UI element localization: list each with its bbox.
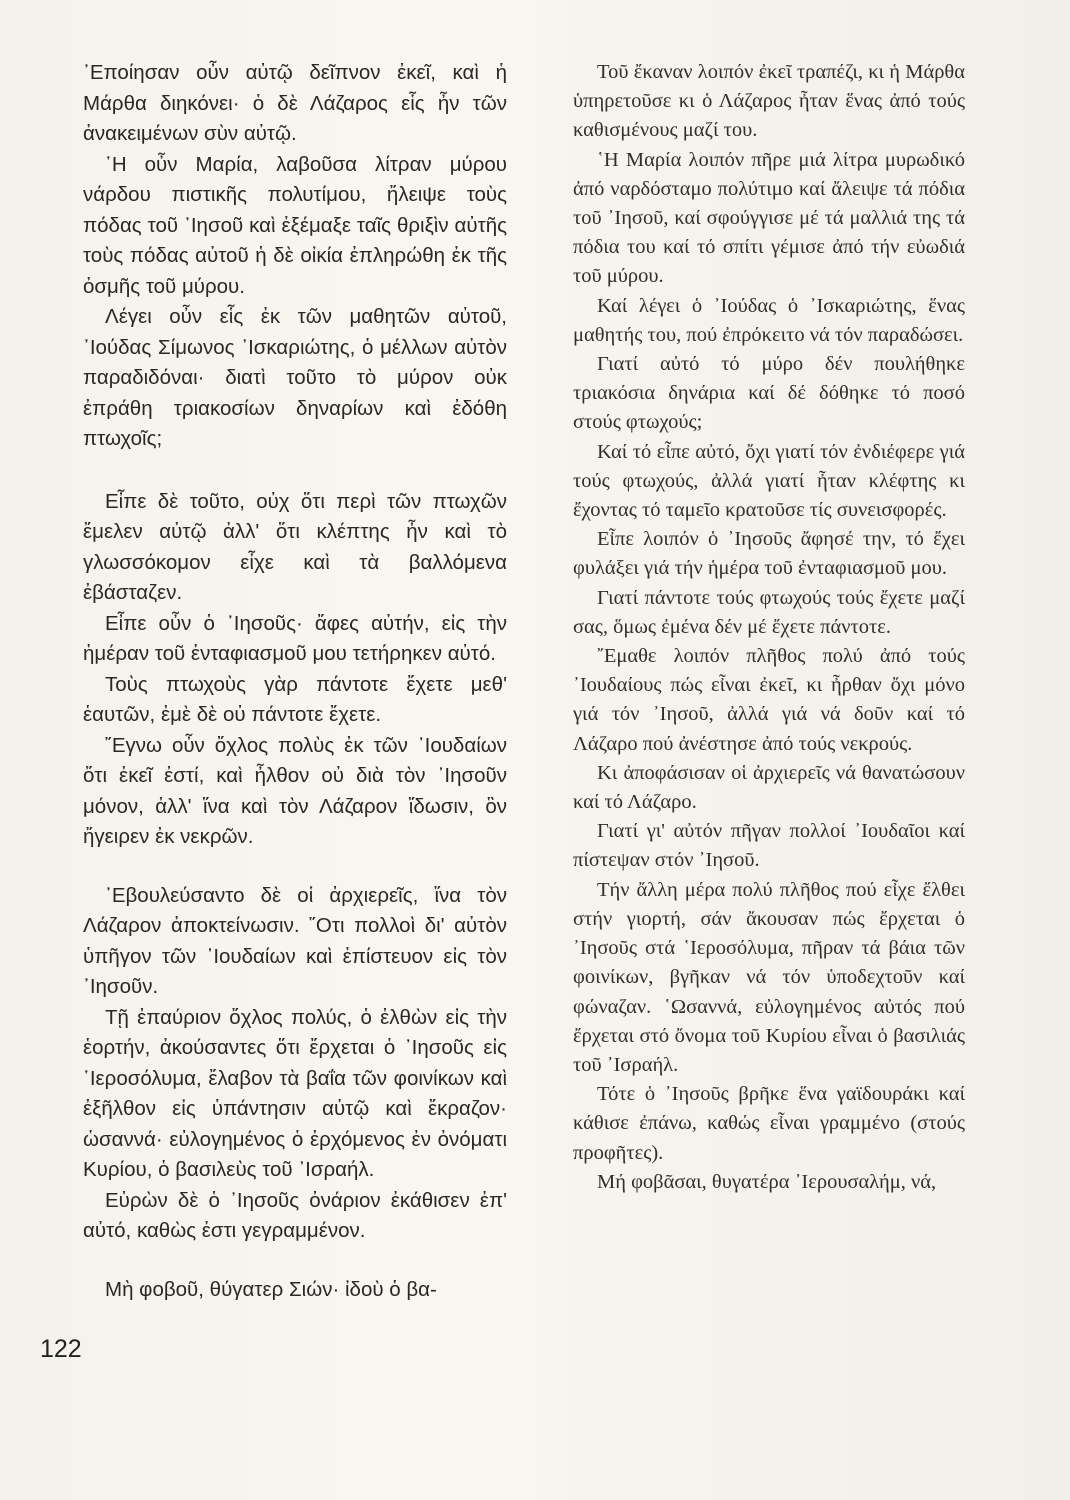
paragraph: Γιατί αὐτό τό μύρο δέν πουλήθηκε τριακόσια δηνάρια καί δέ δόθηκε τό ποσό στούς φτωχούς; <box>573 353 965 434</box>
paragraph: Λέγει οὖν εἷς ἐκ τῶν μαθητῶν αὐτοῦ, ᾿Ιούδας Σίμωνος ᾿Ισκαριώτης, ὁ μέλλων αὐτὸν παραδιδόναι· διατὶ τοῦτο τὸ μύρον οὐκ ἐπράθη τριακοσίων δηναρίων καὶ ἐδόθη πτωχοῖς; <box>83 305 507 450</box>
paragraph: Μὴ φοβοῦ, θύγατερ Σιών· ἰδοὺ ὁ βα- <box>105 1277 437 1301</box>
paragraph: Τοὺς πτωχοὺς γὰρ πάντοτε ἔχετε μεθ' ἑαυτῶν, ἐμὲ δὲ οὐ πάντοτε ἔχετε. <box>83 672 507 726</box>
page-number: 122 <box>40 1335 82 1363</box>
paragraph: Κι ἀποφάσισαν οἱ ἀρχιερεῖς νά θανατώσουν καί τό Λάζαρο. <box>573 761 965 814</box>
paragraph: Γιατί γι' αὐτόν πῆγαν πολλοί ᾿Ιουδαῖοι καί πίστεψαν στόν ᾿Ιησοῦ. <box>573 820 965 872</box>
paragraph: ῾Η οὖν Μαρία, λαβοῦσα λίτραν μύρου νάρδου πιστικῆς πολυτίμου, ἤλειψε τοὺς πόδας τοῦ ᾿Ιησοῦ καὶ ἐξέμαξε ταῖς θριξὶν αὐτῆς τοὺς πόδας αὐτοῦ ἡ δὲ οἰκία ἐπληρώθη ἐκ τῆς ὀσμῆς τοῦ μύρου. <box>83 152 507 298</box>
paragraph: ῎Εμαθε λοιπόν πλῆθος πολύ ἀπό τούς ᾿Ιουδαίους πώς εἶναι ἐκεῖ, κι ἦρθαν ὄχι μόνο γιά τόν ᾿Ιησοῦ, ἀλλά γιά νά δοῦν καί τό Λάζαρο πού ἀνέστησε ἀπό τούς νεκρούς. <box>573 645 965 755</box>
paragraph: Καί τό εἶπε αὐτό, ὄχι γιατί τόν ἐνδιέφερε γιά τούς φτωχούς, ἀλλά γιατί ἦταν κλέφτης κι ἔχοντας τό ταμεῖο κρατοῦσε τίς συνεισφορές. <box>573 440 965 522</box>
paragraph: Τοῦ ἔκαναν λοιπόν ἐκεῖ τραπέζι, κι ἡ Μάρθα ὑπηρετοῦσε κι ὁ Λάζαρος ἦταν ἕνας ἀπό τούς καθισμένους μαζί του. <box>573 61 965 142</box>
paragraph: ᾿Εβουλεύσαντο δὲ οἱ ἀρχιερεῖς, ἵνα τὸν Λάζαρον ἀποκτείνωσιν. ῞Οτι πολλοὶ δι' αὐτὸν ὑπῆγον τῶν ᾿Ιουδαίων καὶ ἐπίστευον εἰς τὸν ᾿Ιησοῦν. <box>83 883 507 998</box>
paragraph: Τότε ὁ ᾿Ιησοῦς βρῆκε ἕνα γαϊδουράκι καί κάθισε ἐπάνω, καθώς εἶναι γραμμένο (στούς προφῆτες). <box>573 1083 965 1164</box>
paragraph: Καί λέγει ὁ ᾿Ιούδας ὁ ᾿Ισκαριώτης, ἕνας μαθητής του, πού ἐπρόκειτο νά τόν παραδώσει. <box>573 294 965 346</box>
paragraph: Γιατί πάντοτε τούς φτωχούς τούς ἔχετε μαζί σας, ὅμως ἐμένα δέν μέ ἔχετε πάντοτε. <box>573 586 965 638</box>
paragraph: Τήν ἄλλη μέρα πολύ πλῆθος πού εἶχε ἔλθει στήν γιορτή, σάν ἄκουσαν πώς ἔρχεται ὁ ᾿Ιησοῦς στά ῾Ιεροσόλυμα, πῆραν τά βάια τῶν φοινίκων, βγῆκαν νά τόν ὑποδεχτοῦν καί φώναζαν. ῾Ωσαννά, εὐλογημένος αὐτός πού ἔρχεται στό ὄνομα τοῦ Κυρίου εἶναι ὁ βασιλιάς τοῦ ᾿Ισραήλ. <box>573 878 965 1076</box>
paragraph: ᾿Εποίησαν οὖν αὐτῷ δεῖπνον ἐκεῖ, καὶ ἡ Μάρθα διηκόνει· ὁ δὲ Λάζαρος εἷς ἦν τῶν ἀνακειμένων σὺν αὐτῷ. <box>83 61 507 145</box>
ancient-greek-column <box>83 58 507 1305</box>
paragraph: ῎Εγνω οὖν ὄχλος πολὺς ἐκ τῶν ᾿Ιουδαίων ὅτι ἐκεῖ ἐστί, καὶ ἦλθον οὐ διὰ τὸν ᾿Ιησοῦν μόνον, ἀλλ' ἵνα καὶ τὸν Λάζαρον ἴδωσιν, ὃν ἤγειρεν ἐκ νεκρῶν. <box>83 733 507 848</box>
paragraph: Εἶπε οὖν ὁ ᾿Ιησοῦς· ἄφες αὐτήν, εἰς τὴν ἡμέραν τοῦ ἐνταφιασμοῦ μου τετήρηκεν αὐτό. <box>83 611 507 665</box>
spacer <box>83 853 507 881</box>
paragraph: Μή φοβᾶσαι, θυγατέρα ᾿Ιερουσαλήμ, νά, <box>597 1170 937 1193</box>
modern-greek-column <box>573 58 965 1197</box>
paragraph: Εὑρὼν δὲ ὁ ᾿Ιησοῦς ὀνάριον ἐκάθισεν ἐπ' αὐτό, καθὼς ἐστι γεγραμμένον. <box>83 1188 507 1242</box>
paragraph: ῾Η Μαρία λοιπόν πῆρε μιά λίτρα μυρωδικό ἀπό ναρδόσταμο πολύτιμο καί ἄλειψε τά πόδια τοῦ ᾿Ιησοῦ, καί σφούγγισε μέ τά μαλλιά της τά πόδια του καί τό σπίτι γέμισε ἀπό τήν εὐωδιά τοῦ μύρου. <box>573 148 965 288</box>
spacer <box>83 455 507 487</box>
paragraph: Εἶπε δὲ τοῦτο, οὐχ ὅτι περὶ τῶν πτωχῶν ἔμελεν αὐτῷ ἀλλ' ὅτι κλέπτης ἦν καὶ τὸ γλωσσόκομον εἶχε καὶ τὰ βαλλόμενα ἐβάσταζεν. <box>83 489 507 604</box>
paragraph: Εἶπε λοιπόν ὁ ᾿Ιησοῦς ἄφησέ την, τό ἔχει φυλάξει γιά τήν ἡμέρα τοῦ ἐνταφιασμοῦ μου. <box>573 528 965 580</box>
paragraph: Τῇ ἐπαύριον ὄχλος πολύς, ὁ ἐλθὼν εἰς τὴν ἑορτήν, ἀκούσαντες ὅτι ἔρχεται ὁ ᾿Ιησοῦς εἰς ῾Ιεροσόλυμα, ἔλαβον τὰ βαΐα τῶν φοινίκων καὶ ἐξῆλθον εἰς ὑπάντησιν αὐτῷ καὶ ἔκραζον· ὡσαννά· εὐλογημένος ὁ ἐρχόμενος ἐν ὀνόματι Κυρίου, ὁ βασιλεὺς τοῦ ᾿Ισραήλ. <box>83 1005 507 1181</box>
spacer <box>83 1247 507 1275</box>
